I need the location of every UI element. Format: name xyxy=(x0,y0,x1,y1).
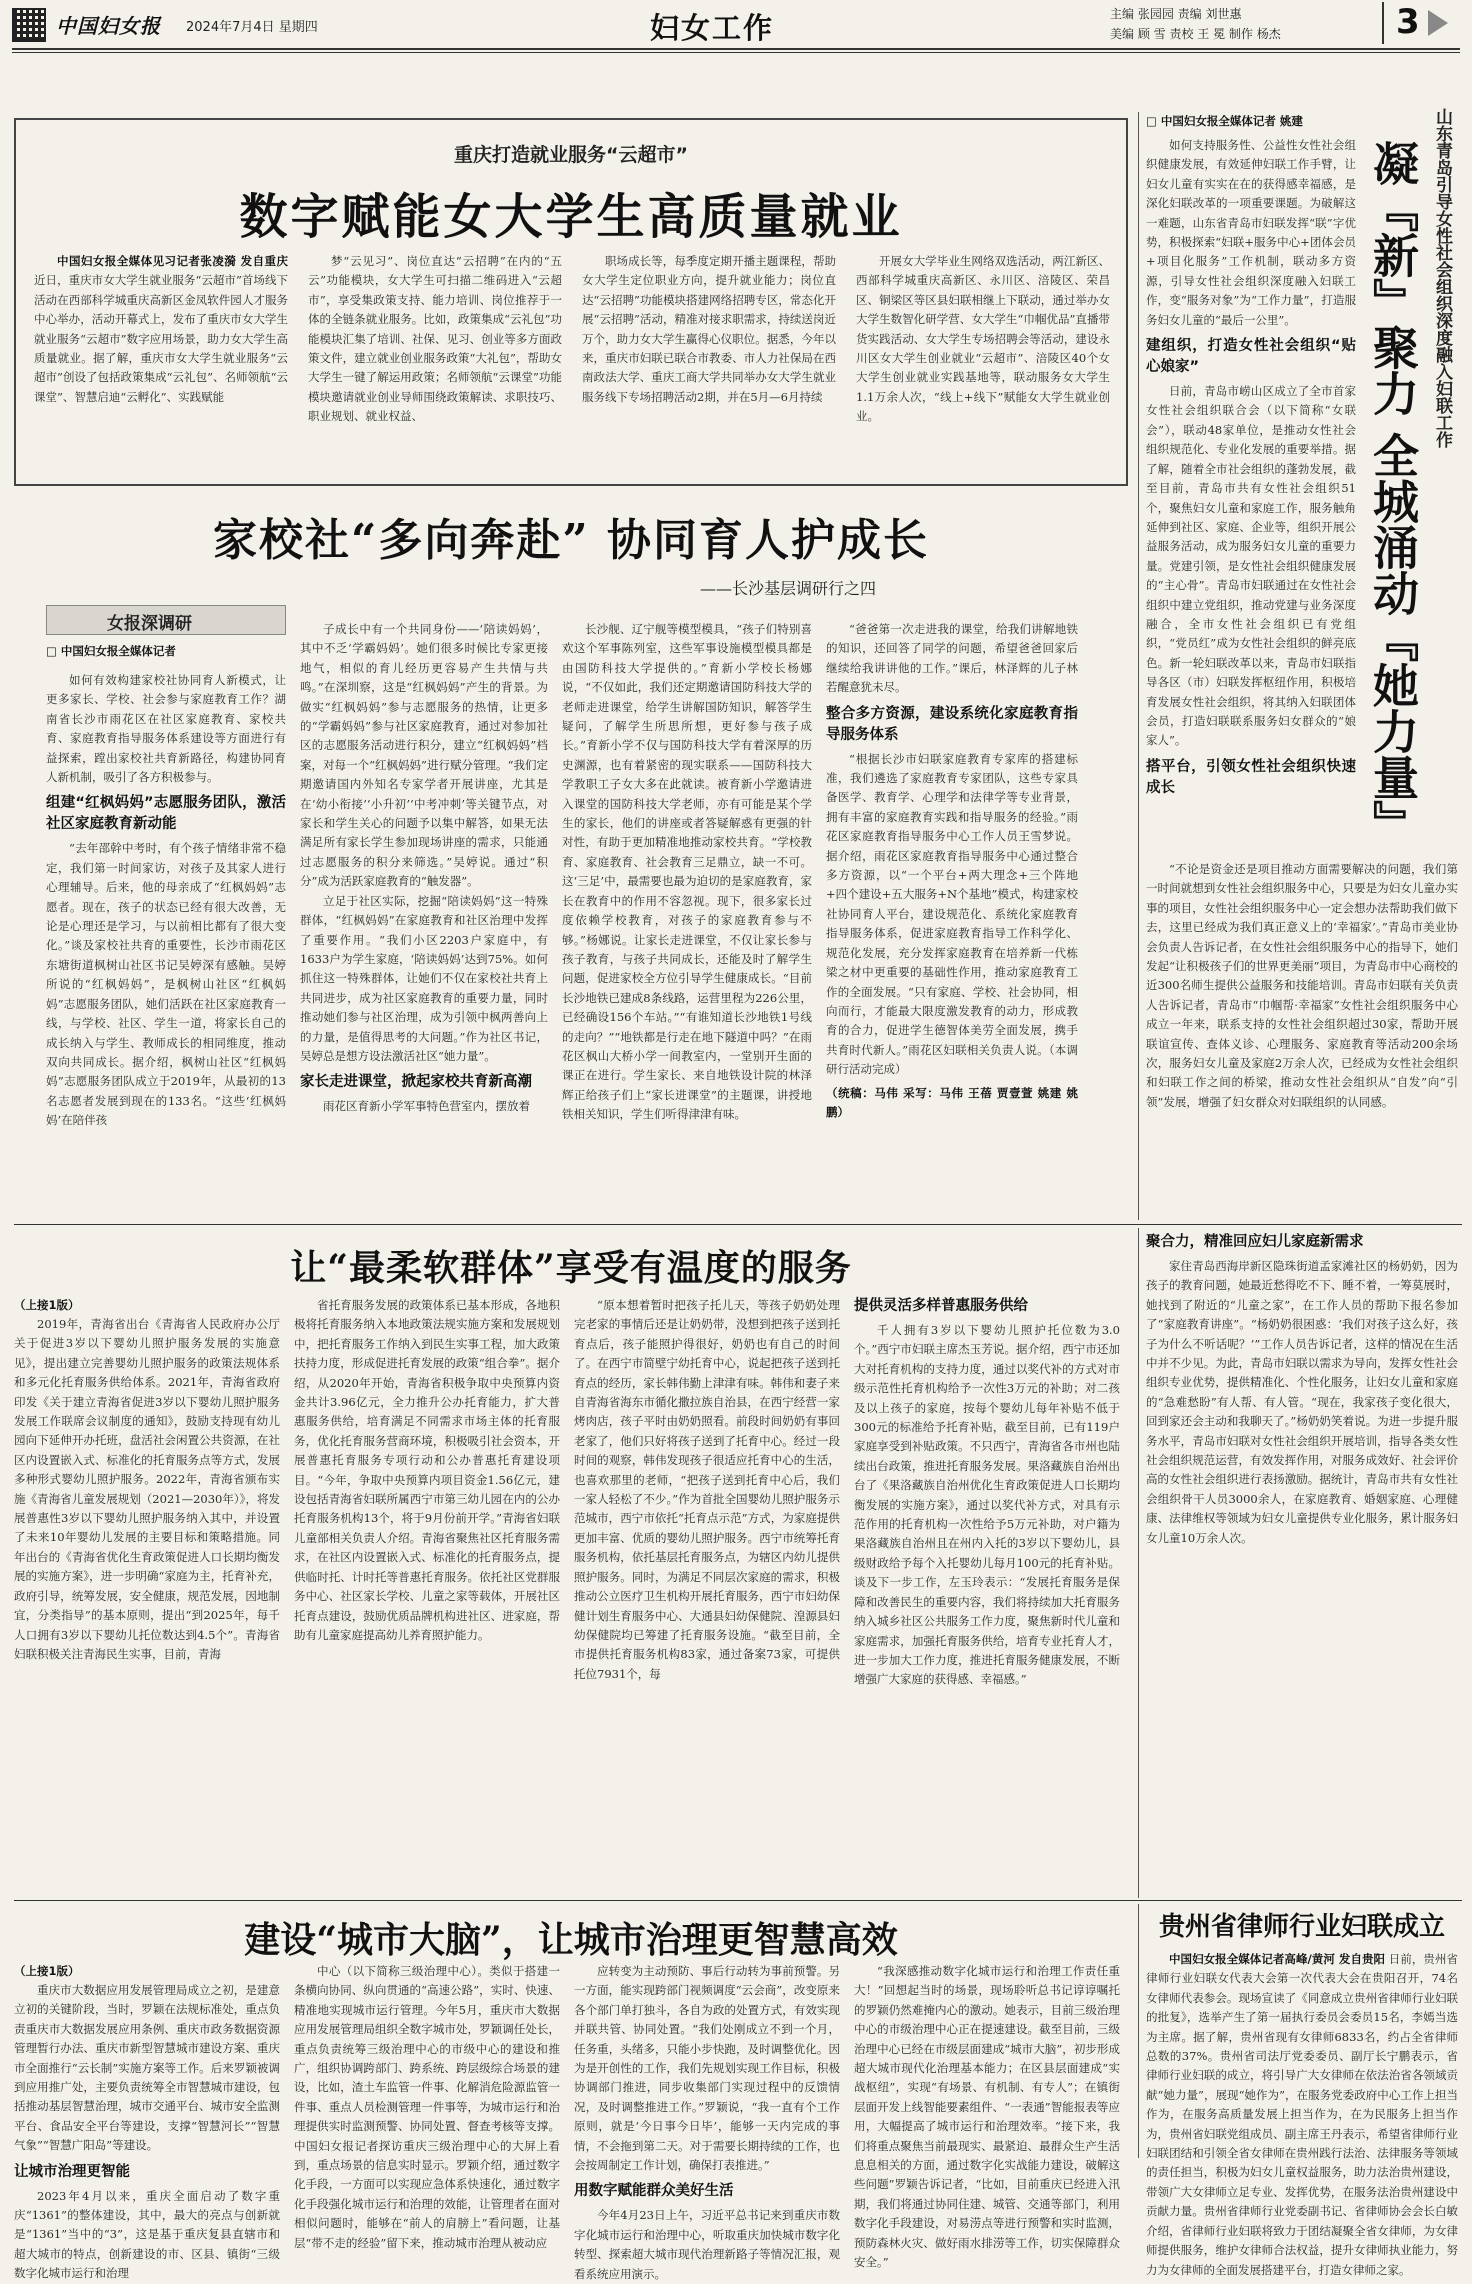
article4-source: （上接1版） xyxy=(14,1964,80,1978)
article2-byline-text: 中国妇女报全媒体记者 xyxy=(60,644,176,658)
article1-text-1: 近日，重庆市女大学生就业服务“云超市”首场线下活动在西部科学城重庆高新区金凤软件园人才服务中心举办，活动开幕式上，发布了重庆市女大学生就业服务“云超市”数字应用场景，助力女大学生高质量就业。据了解，重庆市女大学生就业服务“云超市”创设了包括政策集成“云礼包”、名师领航“云课堂”、智慧启迪“云孵化”、实践赋能 xyxy=(34,273,288,404)
article2-column-4 xyxy=(826,620,1078,1198)
article3-column-3 xyxy=(574,1296,840,1894)
page-arrow-icon xyxy=(1428,10,1448,36)
article4-column-2 xyxy=(294,1962,560,2250)
masthead-rule xyxy=(12,48,1460,50)
sidebar-divider-lower xyxy=(1138,1228,1139,1898)
article2-text-4b: “根据长沙市妇联家庭教育专家库的搭建标准，我们遴选了家庭教育专家团队，这些专家具备医学、教育学、心理学和法律学等专业背景，拥有丰富的家庭教育实践和指导服务的经验。”雨花区家庭教育指导服务中心工作人员王雪梦说。据介绍，雨花区家庭教育指导服务中心通过整合多方资源，以“一个平台+两大理念+三个阵地+四个建设+五大服务+N个基地”模式，构建家校社协同育人平台，建设规范化、系统化家庭教育指导服务体系，促进家庭教育指导工作科学化、规范化发展，充分发挥家庭教育在培养新一代栋梁之材中更重要的基础性作用，推动家庭教育工作的全面发展。“只有家庭、学校、社会协同，相向而行，才能最大限度激发教育的动力，形成教育的合力，促进学生德智体美劳全面发展，携手共育时代新人。”雨花区妇联相关负责人说。（本调研行活动完成） xyxy=(826,751,1078,1077)
article2-text-4a: “爸爸第一次走进我的课堂，给我们讲解地铁的知识，还回答了同学的问题，希望爸爸回家后继续给我讲讲他的工作。”课后，林泽辉的儿子林若醒意犹未尽。 xyxy=(826,622,1078,695)
article2-text-1a: 如何有效构建家校社协同育人新模式，让更多家长、学校、社会参与家庭教育工作？湖南省长沙市雨花区在社区家庭教育、家校共育、家庭教育指导服务体系建设等方面进行有益探索，蹚出家校社共育新路径，构建协同育人新机制，吸引了各方积极参与。 xyxy=(46,673,286,785)
sidebar-text-a: 如何支持服务性、公益性女性社会组织健康发展，有效延伸妇联工作手臂，让妇女儿童有实实在在的获得感幸福感，是深化妇联改革的一项重要课题。为破解这一难题，山东省青岛市妇联发挥“联”字优势，积极探索“妇联+服务中心+团体会员+项目化服务”工作机制，联动多方资源，引导女性社会组织深度融入妇联工作，变“服务对象”为“工作力量”，打造服务妇女儿童的“最后一公里”。 xyxy=(1146,138,1356,327)
masthead xyxy=(0,0,1472,48)
sidebar-column-left xyxy=(1146,136,1356,856)
article1-column-1 xyxy=(34,252,288,474)
article5-divider xyxy=(1138,1904,1139,2158)
article2-column-2 xyxy=(300,620,548,1198)
article4-subheading-1: 让城市治理更智能 xyxy=(14,2163,130,2180)
sidebar-column-wide xyxy=(1146,860,1458,1220)
sidebar-text-c: “不论是资金还是项目推动方面需要解决的问题，我们第一时间就想到女性社会组织服务中心，只要是为妇女儿童办实事的项目，女性社会组织服务中心一定会想办法帮助我们做下去，这里已经成为我们真正意义上的‘幸福家’。”青岛市美业协会负责人告诉记者，在女性社会组织服务中心的指导下，她们发起“让积极孩子们的世界更美丽”项目，为青岛市中心商校的近300名师生提供公益服务和技能培训。青岛市妇联有关负责人告诉记者，青岛市“巾帼帮·幸福家”女性社会组织服务中心成立一年来，联系支持的女性社会组织超过30家，帮助开展联谊宣传、查体义诊、心理服务、家庭教育等活动200余场次，服务妇女儿童及家庭2万余人次，已经成为女性社会组织和妇联工作之间的桥梁，推动女性社会组织从“自发”向“引领”发展，增强了妇女群众对妇联组织的认同感。 xyxy=(1146,862,1458,1109)
sidebar-subheading-1: 建组织，打造女性社会组织“贴心娘家” xyxy=(1146,338,1356,376)
article5-text: 日前，贵州省律师行业妇联女代表大会第一次代表大会在贵阳召开，74名女律师代表参会。现场宣读了《同意成立贵州省律师行业妇联的批复》，选举产生了第一届执行委员会委员15名，李嫣当选为主席。据了解，贵州省现有女律师6833名，约占全省律师总数的37%。贵州省司法厅党委委员、副厅长宁鹏表示，省律师行业妇联的成立，将引导广大女律师在依法治省各领域贡献“她力量”，展现“她作为”，在服务党委政府中心工作上担当作为，在服务高质量发展上担当作为，在为民服务上担当作为，贵州省妇联党组成员、副主席王丹表示，希望省律师行业妇联团结和引领全省女律师在贵州践行法治、法律服务等领域的责任担当，积极为妇女儿童权益服务，助力法治贵州建设，带领广大女律师立足专业、发挥优势，在服务法治贵州建设中贡献力量。贵州省律师行业党委副书记、省律师协会会长白敏介绍，省律师行业妇联将致力于团结凝聚全省女律师，为女律师提供服务，维护女律师合法权益，提升女律师执业能力，努力为女律师的全面发展搭建平台，打造女律师之家。 xyxy=(1146,1952,1459,2277)
article1-text-4: 开展女大学毕业生网络双选活动，两江新区、西部科学城重庆高新区、永川区、涪陵区、荣昌区、铜梁区等区县妇联相继上下联动，通过举办女大学生数智化研学营、女大学生“巾帼优品”直播带货实践活动、女大学生专场招聘会等活动，建设永川区女大学生创业就业“云超市”、涪陵区40个女大学生创业就业实践基地等，联动服务女大学生1.1万余人次，“线上+线下”赋能女大学生就业创业。 xyxy=(856,254,1110,424)
issue-date: 2024年7月4日 星期四 xyxy=(186,20,318,35)
sidebar-vertical-kicker: 山东青岛引导女性社会组织深度融入妇联工作 xyxy=(1432,108,1452,448)
article3-text-2: 省托育服务发展的政策体系已基本形成，各地积极将托育服务纳入本地政策法规实施方案和发展规划中，把托育服务工作纳入到民生实事工程，加大政策扶持力度，形成促进托育发展的政策“组合拳”。据介绍，从2020年开始，青海省积极争取中央预算内资金共计3.96亿元，全力推升公办托育能力，扩大普惠服务供给，培育满足不同需求市场主体的托育服务，优化托育服务营商环境，积极吸引社会资本，开展普惠托育服务专项行动和公办普惠托育建设项目。“今年，争取中央预算内项目资金1.56亿元，建设包括青海省妇联所属西宁市第三幼儿园在内的公办托育服务机构13个，将于9月份前开学。”青海省妇联儿童部相关负责人介绍。青海省聚焦社区托育服务需求，在社区内设置嵌入式、标准化的托育服务点，提供临时托、计时托等普惠托育服务。依托社区党群服务中心、社区家长学校、儿童之家等载体，开展社区托育点建设，鼓励优质品牌机构进社区、进家庭，帮助有儿童家庭提高幼儿养育照护能力。 xyxy=(294,1298,560,1642)
article-digital-employment xyxy=(14,118,1128,486)
article2-tag-label: 女报深调研 xyxy=(107,614,192,634)
article4-column-3 xyxy=(574,1962,840,2281)
sidebar-column-lower xyxy=(1146,1232,1458,1896)
article4-text-3b: 今年4月23日上午，习近平总书记来到重庆市数字化城市运行和治理中心，听取重庆加快城市数字化转型、探索超大城市现代治理新路子等情况汇报，观看系统应用演示。 xyxy=(574,2208,840,2281)
article5-headline: 贵州省律师行业妇联成立 xyxy=(1158,1912,1445,1942)
article2-headline: 家校社“多向奔赴” 协同育人护成长 xyxy=(213,515,929,566)
sidebar-subheading-3: 聚合力，精准回应妇儿家庭新需求 xyxy=(1146,1234,1364,1250)
article3-headline: 让“最柔软群体”享受有温度的服务 xyxy=(290,1247,852,1289)
article2-subheading-3: 整合多方资源，建设系统化家庭教育指导服务体系 xyxy=(826,705,1078,743)
article1-text-3: 职场成长等，每季度定期开播主题课程，帮助女大学生定位职业方向，提升就业能力；岗位直达“云招聘”功能模块搭建网络招聘专区，常态化开展“云招聘”活动，精准对接求职需求，持续送岗近万个，助力女大学生赢得心仪职位。据悉，今年以来，重庆市妇联已联合市教委、市人力社保局在西南政法大学、重庆工商大学共同举办女大学生就业服务线下专场招聘活动2期，并在5月—6月持续 xyxy=(582,254,836,404)
article2-subheading-2: 家长走进课堂，掀起家校共育新高潮 xyxy=(300,1074,532,1091)
article4-text-1: 重庆市大数据应用发展管理局成立之初，是建意立初的关键阶段，当时，罗颖在法规标准处，重点负责重庆市大数据发展应用条例、重庆市政务数据资源管理暂行办法、重庆市新型智慧城市建设方案、重庆市全面推行“云长制”实施方案等工作。后来罗颖被调到应用推广处，主要负责统筹全市智慧城市建设，包括推动基层智慧治理，城市交通平台、城市安全监测平台、食品安全平台等建设，支撑“智慧河长”“智慧气象”“智慧广阳岛”等建设。 xyxy=(14,1983,280,2153)
article5-byline: 中国妇女报全媒体记者高峰/黄河 发自贵阳 xyxy=(1169,1952,1386,1966)
article4-text-4: “我深感推动数字化城市运行和治理工作责任重大！”回想起当时的场景，现场聆听总书记谆谆嘱托的罗颖仍然难掩内心的激动。她表示，目前三级治理中心的市级治理中心正在提速建设。截至目前，三级治理中心已经在市级层面建成“城市大脑”，初步形成超大城市现代化治理基本能力；在区县层面建成“实战枢纽”，实现“有场景、有机制、有专人”；在镇街层面开发上线智能要素组件、“一表通”智能报表等应用，大幅提高了城市运行和治理效率。“接下来，我们将重点聚焦当前最现实、最紧迫、最群众生产生活息息相关的方面，通过数字化实战能力建设，破解这些问题”罗颖告诉记者，“比如，目前重庆已经进入汛期，我们将通过协同住建、城管、交通等部门，利用数字化手段建设，对易涝点等进行预警和实时监测，预防森林火灾、做好雨水排涝等工作，切实保障群众安全。” xyxy=(854,1964,1120,2270)
section-title: 妇女工作 xyxy=(650,11,775,45)
section-divider-1 xyxy=(14,1224,1462,1225)
page-number-label: 3 xyxy=(1396,2,1420,42)
sidebar-byline: □ 中国妇女报全媒体记者 姚建 xyxy=(1146,114,1303,128)
article2-subhead: ——长沙基层调研行之四 xyxy=(700,579,877,598)
sidebar-subheading-2: 搭平台，引领女性社会组织快速成长 xyxy=(1146,758,1356,796)
article4-column-1 xyxy=(14,1962,280,2281)
article2-text-2b: 立足于社区实际，挖掘“陪读妈妈”这一特殊群体，“红枫妈妈”在家庭教育和社区治理中发挥了重要作用。“我们小区2203户家庭中，有1633户为学生家庭，‘陪读妈妈’达到75%。如何抓住这一特殊群体，让她们不仅在家校社共育上共同进步，成为社区家庭教育的重要力量，同时推动她们参与社区治理，成为引领中枫两善向上的力量，是值得思考的大问题。”作为社区书记，吴婷总是想方设法激活社区“她力量”。 xyxy=(300,893,548,1063)
article3-text-1: 2019年，青海省出台《青海省人民政府办公厅关于促进3岁以下婴幼儿照护服务发展的实施意见》，提出建立完善婴幼儿照护服务的政策法规体系和多元化托育服务供给体系。2021年，青海省政府印发《关于建立青海省促进3岁以下婴幼儿照护服务发展工作联席会议制度的通知》，鼓励支持现有幼儿园向下延伸开办托班，盘活社会闲置公共资源，在社区内设置嵌入式、标准化的托育服务点等方式，发展多种形式婴幼儿照护服务。2022年，青海省颁布实施《青海省儿童发展规划（2021—2030年）》，将发展普惠性3岁以下婴幼儿照护服务纳入其中，并设置了未来10年婴幼儿发展的主要目标和策略措施。同年出台的《青海省优化生育政策促进人口长期均衡发展的实施方案》，进一步明确“家庭为主，托育补充，政府引导，统筹发展，安全健康，规范发展，因地制宜，分类指导”的基本原则，提出“到2025年，每千人口拥有3岁以下婴幼儿托位数达到4.5个”。青海省妇联积极关注青海民生实事，目前，青海 xyxy=(14,1317,280,1661)
article4-column-4 xyxy=(854,1962,1120,2270)
article2-subheading-1: 组建“红枫妈妈”志愿服务团队，激活社区家庭教育新动能 xyxy=(46,795,286,833)
article1-column-3 xyxy=(582,252,836,474)
newspaper-logo: 中国妇女报 xyxy=(56,14,161,38)
sidebar-byline-text: 中国妇女报全媒体记者 姚建 xyxy=(1160,114,1303,128)
article4-text-2: 中心（以下简称三级治理中心）。类似于搭建一条横向协同、纵向贯通的“高速公路”，实时、快速、精准地实现城市运行管理。今年5月，重庆市大数据应用发展管理局组织全数字城市处，罗颖调任处长，重点负责统筹三级治理中心的市级中心的建设和推广，组织协调跨部门、跨系统、跨层级综合场景的建设，比如，渣土车监管一件事、化解消危险源监管一件事、重点人员检测管理一件事等，为城市运行和治理提供实时监测预警、协同处置、督查考核等支撑。中国妇女报记者探访重庆三级治理中心的大屏上看到，重点场景的信息实时显示。罗颖介绍，通过数字化手段，一方面可以实现应急体系快速化，通过数字化手段强化城市运行和治理的效能，让管理者在面对相似问题时，能够在“前人的肩膀上”看问题，让基层“带不走的经验”留下来，推动城市治理从被动应 xyxy=(294,1964,560,2250)
article2-column-3 xyxy=(562,620,812,1198)
article2-section-tag xyxy=(46,605,286,635)
article4-subheading-2: 用数字赋能群众美好生活 xyxy=(574,2183,734,2200)
article2-text-2a: 子成长中有一个共同身份——‘陪读妈妈’，其中不乏‘学霸妈妈’。她们很多时候比专家更接地气，相似的育儿经历更容易产生共情与共鸣。”在深圳察，这是“红枫妈妈”产生的背景。为做实“红枫妈妈”参与志愿服务的热情，让更多的“学霸妈妈”参与社区家庭教育，通过对参加社区的志愿服务活动进行积分，建立“红枫妈妈”档案，对每一个“红枫妈妈”进行赋分管理。“我们定期邀请国内外知名专家学者开展讲座，尤其是在‘幼小衔接’‘小升初’‘中考冲刺’等关键节点，对家长和学生关心的问题予以集中解答，如果无法满足所有家长学生参加现场讲座的需求，只能通过志愿服务的积分来筛选。”吴婷说。通过“积分”成为活跃家庭教育的“触发器”。 xyxy=(300,622,548,889)
editor-credits-2: 美编 顾 雪 责校 王 冕 制作 杨杰 xyxy=(1110,27,1281,41)
article2-text-3a: 长沙舰、辽宁舰等模型模具，“孩子们特别喜欢这个军事陈列室，这些军事设施模型模具都是由国防科技大学提供的。”育新小学校长杨娜说，“不仅如此，我们还定期邀请国防科技大学的老师走进课堂，给学生讲解国防知识，解答学生疑问，了解学生所思所想，更好参与孩子成长。”育新小学不仅与国防科技大学有着深厚的历史渊源，也有着紧密的现实联系——国防科技大学教职工子女大多在此就读。被育新小学邀请进入课堂的国防科技大学老师，亦有可能是某个学生的家长，他们的讲座或者答疑解惑有更强的针对性，有助于更加精准地推动家校共育。“学校教育、家庭教育、社会教育三足鼎立，缺一不可。这‘三足’中，最需要也最为迫切的是家庭教育，家长在教育中的作用不容忽视。现下，很多家长过度依赖学校教育，对孩子的家庭教育参与不够。”杨娜说。让家长走进课堂，不仅让家长参与孩子教育，与孩子共同成长，还能及时了解学生问题，促进家校全方位引导学生健康成长。“目前长沙地铁已建成8条线路，运营里程为226公里，已经确设156个车站。”“有谁知道长沙地铁1号线的走向？”“地铁都是行走在地下隧道中吗？”在雨花区枫山大桥小学一间教室内，一堂别开生面的课正在进行。学生家长、来自地铁设计院的林泽辉正给孩子们上“家长进课堂”的主题课，讲授地铁相关知识，学生们听得津津有味。 xyxy=(562,622,812,1122)
article1-column-2 xyxy=(308,252,562,474)
article2-byline: □ 中国妇女报全媒体记者 xyxy=(46,644,176,658)
article3-source: （上接1版） xyxy=(14,1298,80,1312)
sidebar-text-b: 日前，青岛市崂山区成立了全市首家女性社会组织联合会（以下简称“女联会”），联动48家单位，是推动女性社会组织规范化、专业化发展的重要举措。据了解，随着全市社会组织的蓬勃发展，截至目前，青岛市共有女性社会组织51个，聚焦妇女儿童和家庭工作，服务触角延伸到社区、家庭、企业等，组织开展公益服务活动，成为服务妇女儿童的重要力量。党建引领，是女性社会组织健康发展的“主心骨”。青岛市妇联通过在女性社会组织中建立党组织，推动党建与业务深度融合，全市女性社会组织已有党组织，“党员红”成为女性社会组织的鲜亮底色。新一轮妇联改革以来，青岛市妇联指导各区（市）妇联发挥枢纽作用，积极培育发展女性社会组织，将其纳入妇联团体会员，打造妇联联系服务妇女群众的“娘家人”。 xyxy=(1146,384,1356,748)
sidebar-text-d: 家住青岛西海岸新区隐珠街道孟家滩社区的杨奶奶，因为孩子的教育问题，她最近愁得吃不下、睡不着，一筹莫展时，她找到了附近的“儿童之家”，在工作人员的帮助下报名参加了“家庭教育讲座”。“杨奶奶很困惑：‘我们对孩子这么好，孩子为什么不听话呢？’”工作人员告诉记者，这样的情况在生活中并不少见。为此，青岛市妇联以需求为导向，发挥女性社会组织专业优势，提供精准化、个性化服务，让妇女儿童和家庭的“急难愁盼”有人帮、有人管。“现在，我家孩子变化很大，回到家还会主动和我聊天了。”杨奶奶笑着说。为进一步提升服务水平，青岛市妇联对女性社会组织开展培训，指导各类女性社会组织规范运营，有效发挥作用，对服务成效好、社会评价高的女性社会组织进行表扬激励。据统计，青岛市共有女性社会组织骨干人员3000余人，在家庭教育、婚姻家庭、心理健康、法律维权等领域为妇女儿童提供专业化服务，累计服务妇女儿童10万余人次。 xyxy=(1146,1259,1458,1545)
article2-column-1 xyxy=(46,642,286,1198)
article1-text-2: 梦“云见习”、岗位直达“云招聘”在内的“五云”功能模块，女大学生可扫描二维码进入“云超市”，享受集政策支持、能力培训、岗位推荐于一体的全链条就业服务。比如，政策集成“云礼包”功能模块汇集了培训、社保、见习、创业等多方面政策文件，建立就业创业服务政策“大礼包”，帮助女大学生一键了解运用政策；名师领航“云课堂”功能模块邀请就业创业导师围绕政策解读、求职技巧、职业规划、就业权益、 xyxy=(308,254,562,424)
qr-code-icon xyxy=(12,8,46,42)
article3-column-4 xyxy=(854,1296,1120,1894)
article2-text-1b: “去年邵幹中考时，有个孩子情绪非常不稳定，我们第一时间家访，对孩子及其家人进行心理辅导。后来，他的母亲成了“红枫妈妈”志愿者。现在，孩子的状态已经有很大改善，无论是心理还是学习，与以前相比都有了很大变化。”谈及家校社共育的重要性，长沙市雨花区东塘街道枫树山社区书记吴婷深有感触。吴婷所说的“红枫妈妈”，是枫树山社区“红枫妈妈”志愿服务团队，她们活跃在社区家庭教育一线，与学校、社区、学生一道，将家长自己的成长纳入与学生、教师成长的相同维度，推动双向共同成长。据介绍，枫树山社区“红枫妈妈”志愿服务团队成立于2019年，从最初的13名志愿者发展到现在的133名。“这些‘红枫妈妈’在陪伴孩 xyxy=(46,841,286,1128)
article1-kicker: 重庆打造就业服务“云超市” xyxy=(454,144,688,166)
article3-subheading-1: 提供灵活多样普惠服务供给 xyxy=(854,1298,1028,1314)
article2-text-2c: 雨花区育新小学军事特色营室内，摆放着 xyxy=(323,1099,530,1114)
article3-column-2 xyxy=(294,1296,560,1894)
article2-credits: （统稿：马伟 采写：马伟 王蓓 贾壹萱 姚建 姚鹏） xyxy=(826,1085,1078,1119)
article4-headline: 建设“城市大脑”，让城市治理更智慧高效 xyxy=(244,1919,898,1961)
article4-text-1b: 2023年4月以来，重庆全面启动了数字重庆“1361”的整体建设，其中，最大的亮点与创新就是“1361”当中的“3”，这是基于重庆复县直辖市和超大城市的特点，创新建设的市、区县、镇街“三级数字化城市运行和治理 xyxy=(14,2188,280,2281)
article3-text-3: “原本想着暂时把孩子托儿天，等孩子奶奶处理完老家的事情后还是让奶奶带，没想到把孩子送到托育点后，孩子能照护得很好，奶奶也有自己的时间了。在西宁市简壁宁幼托育中心，说起把孩子送到托育点的经历，家长韩伟勤上津津有味。韩伟和妻子来自青海省海东市循化撒拉族自治县，在西宁经营一家烤肉店，孩子平时由奶奶照看。前段时间奶奶有事回老家了，他们只好将孩子送到了托育中心。经过一段时间的观察，韩伟发现孩子很适应托育中心的生活，也喜欢那里的老师，“把孩子送到托育中心后，我们一家人轻松了不少。”作为首批全国婴幼儿照护服务示范城市，西宁市依托“托育点示范”方式，为家庭提供更加丰富、优质的婴幼儿照护服务。西宁市统筹托育服务机构，依托基层托育服务点，为辖区内幼儿提供照护服务。同时，为满足不同层次家庭的需求，积极推动公立医疗卫生机构开展托育服务，西宁市妇幼保健计划生育服务中心、大通县妇幼保健院、湟源县妇幼保健院均已筹建了托育服务设施。“截至目前，全市提供托育服务机构83家，通过备案73家，可提供托位7931个，每 xyxy=(574,1298,840,1681)
article4-text-3: 应转变为主动预防、事后行动转为事前预警。另一方面，能实现跨部门视频调度“云会商”，改变原来各个部门单打独斗，各自为政的处置方式，有效实现并联共管、协同处置。“我们处刚成立不到一个月，任务重，头绪多，只能小步快跑，及时调整优化。因为是开创性的工作，我们先规划实现工作目标，积极协调部门推进，同步收集部门实现过程中的反馈情况，及时调整推进工作。”罗颖说，“我一直有个工作原则，就是‘今日事今日毕’，能够一天内完成的事情，不会拖到第二天。对于需要长期持续的工作，也会按周制定工作计划，确保打表推进。” xyxy=(574,1964,840,2173)
masthead-rule-thin xyxy=(12,52,1460,53)
sidebar-divider xyxy=(1138,112,1139,1220)
article1-byline: 中国妇女报全媒体见习记者张凌漪 发自重庆 xyxy=(57,254,288,268)
article5-column xyxy=(1146,1950,1459,2277)
article1-headline: 数字赋能女大学生高质量就业 xyxy=(239,189,903,245)
article3-column-1 xyxy=(14,1296,280,1894)
article1-column-4 xyxy=(856,252,1110,474)
section-divider-2 xyxy=(14,1900,1462,1901)
article3-text-4: 千人拥有3岁以下婴幼儿照护托位数为3.0个。”西宁市妇联主席杰玉芳说。据介绍，西宁市还加大对托育机构的支持力度，通过以奖代补的方式对市级示范性托育机构给予一次性3万元的补助；对二孩及以上孩子的家庭，按每个婴幼儿每年补贴不低于300元的标准给予托育补贴，截至目前，已有119户家庭享受到补贴政策。不只西宁，青海省各市州也陆续出台政策，推进托育服务发展。果洛藏族自治州出台了《果洛藏族自治州优化生育政策促进人口长期均衡发展的实施方案》，通过以奖代补方式，对具有示范作用的托育机构一次性给予5万元补助，对户籍为果洛藏族自治州且在州内入托的3岁以下婴幼儿，县级财政给予每个入托婴幼儿每月100元的托育补贴。谈及下一步工作，左玉玲表示：“发展托育服务是保障和改善民生的重要内容，我们将持续加大托育服务纳入城乡社区公共服务工作力度，聚焦新时代儿童和家庭需求，加强托育服务供给，培育专业托育人才，进一步加大工作力度，推进托育服务健康发展，不断增强广大家庭的获得感、幸福感。” xyxy=(854,1323,1120,1687)
sidebar-vertical-headline: 凝『新』聚力 全城涌动『她力量』 xyxy=(1366,140,1420,847)
page-number xyxy=(1382,2,1452,44)
editor-credits-1: 主编 张园园 责编 刘世惠 xyxy=(1110,7,1242,21)
